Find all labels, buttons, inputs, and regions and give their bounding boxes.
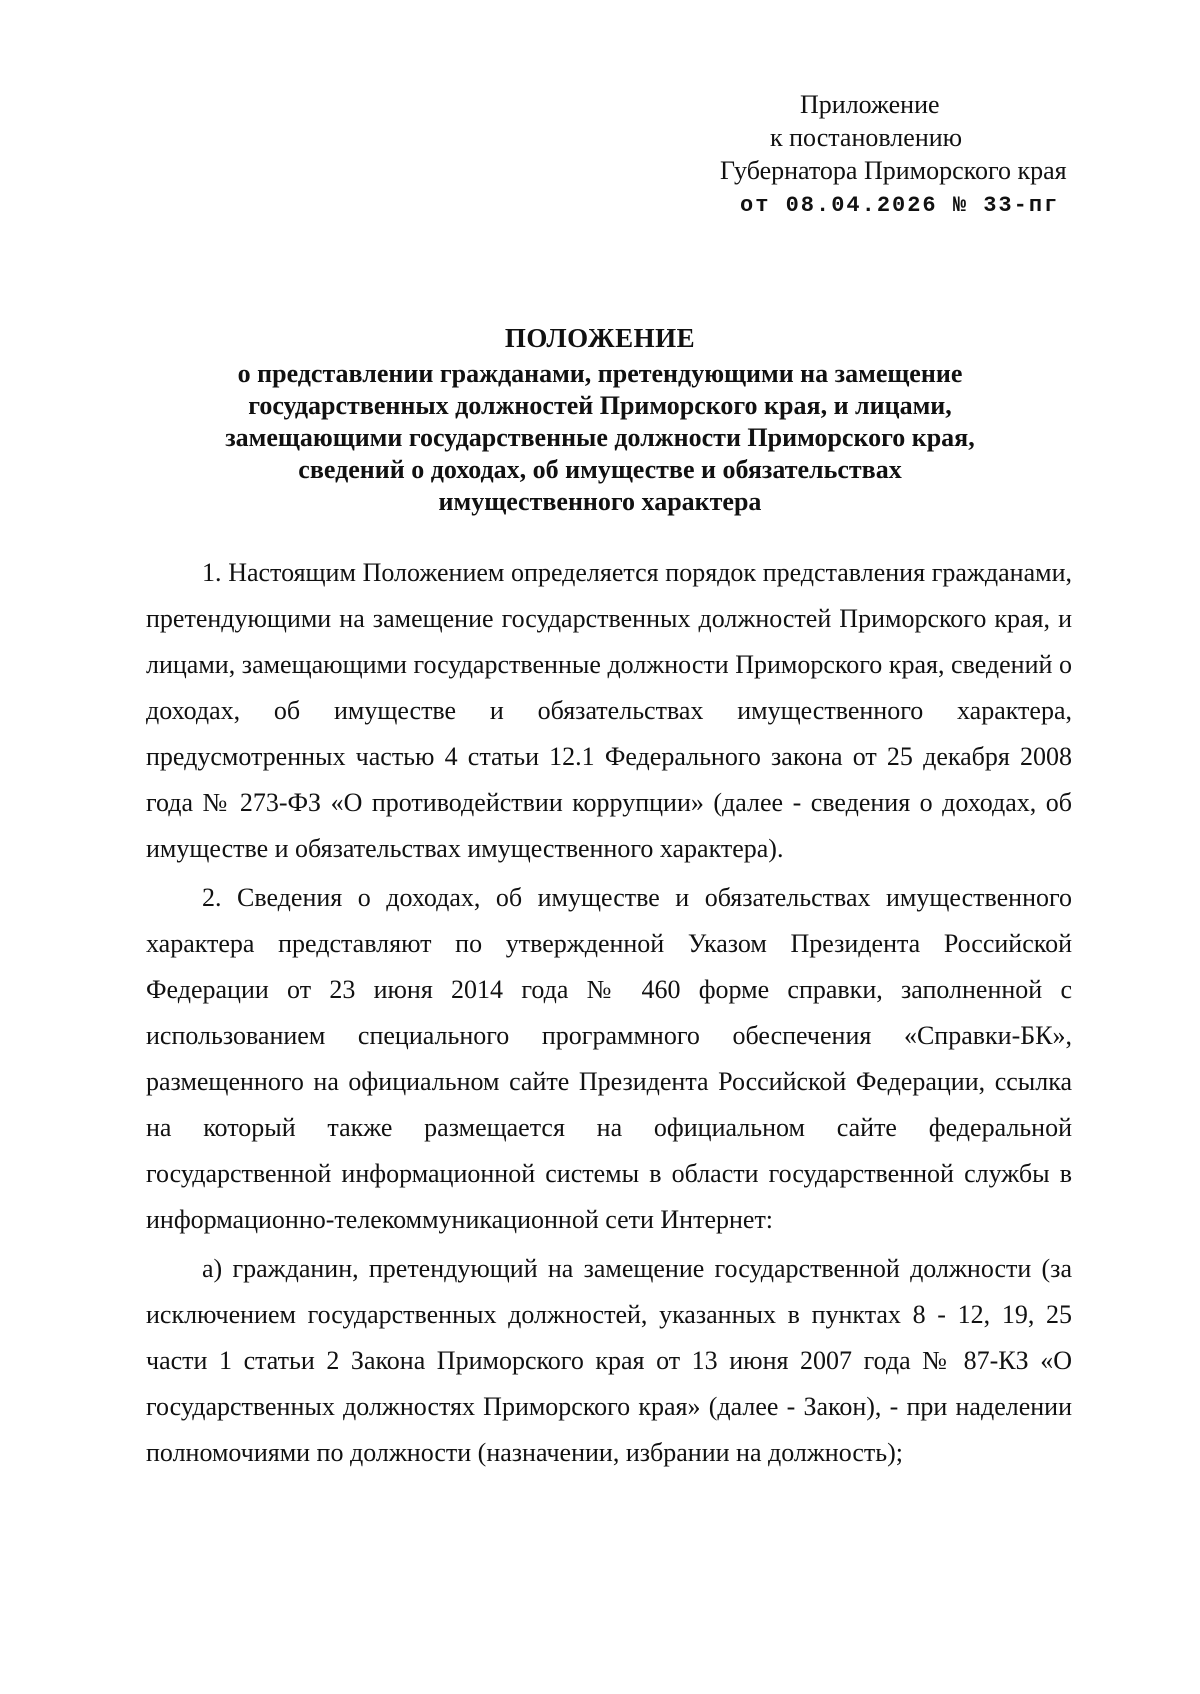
title-subline-4: сведений о доходах, об имуществе и обязательствах: [298, 455, 902, 484]
paragraph-2: 2. Сведения о доходах, об имуществе и обязательствах имущественного характера представляют по утвержденной Указом Президента Российской Федерации от 23 июня 2014 года № 460 форме справки, заполненной с использованием специального программного обеспечения «Справки-БК», размещенного на официальном сайте Президента Российской Федерации, ссылка на который также размещается на официальном сайте федеральной государственной информационной системы в области государственной службы в информационно-телекоммуникационной сети Интернет:: [146, 883, 1072, 1234]
title-subline-2: государственных должностей Приморского края, и лицами,: [248, 391, 952, 420]
title-subline-3: замещающими государственные должности Приморского края,: [225, 423, 975, 452]
resolution-reference: к постановлению: [770, 123, 963, 152]
title-subline-1: о представлении гражданами, претендующими на замещение: [237, 359, 963, 388]
governor-reference: Губернатора Приморского края: [720, 156, 1067, 185]
resolution-date-number: от 08.04.2026 № 33-пг: [740, 193, 1060, 218]
title-main: ПОЛОЖЕНИЕ: [504, 323, 696, 353]
document-body: [146, 550, 1072, 1479]
title-subline-5: имущественного характера: [438, 487, 762, 516]
appendix-header: [680, 88, 1160, 222]
paragraph-2a: а) гражданин, претендующий на замещение государственной должности (за исключением государственных должностей, указанных в пунктах 8 - 12, 19, 25 части 1 статьи 2 Закона Приморского края от 13 июня 2007 года № 87-КЗ «О государственных должностях Приморского края» (далее - Закон), - при наделении полномочиями по должности (назначении, избрании на должность);: [146, 1254, 1072, 1467]
paragraph-1: 1. Настоящим Положением определяется порядок представления гражданами, претендующими на замещение государственных должностей Приморского края, и лицами, замещающими государственные должности Приморского края, сведений о доходах, об имуществе и обязательствах имущественного характера, предусмотренных частью 4 статьи 12.1 Федерального закона от 25 декабря 2008 года № 273-ФЗ «О противодействии коррупции» (далее - сведения о доходах, об имуществе и обязательствах имущественного характера).: [146, 558, 1072, 863]
document-title: [140, 322, 1060, 518]
appendix-label: Приложение: [800, 90, 940, 119]
